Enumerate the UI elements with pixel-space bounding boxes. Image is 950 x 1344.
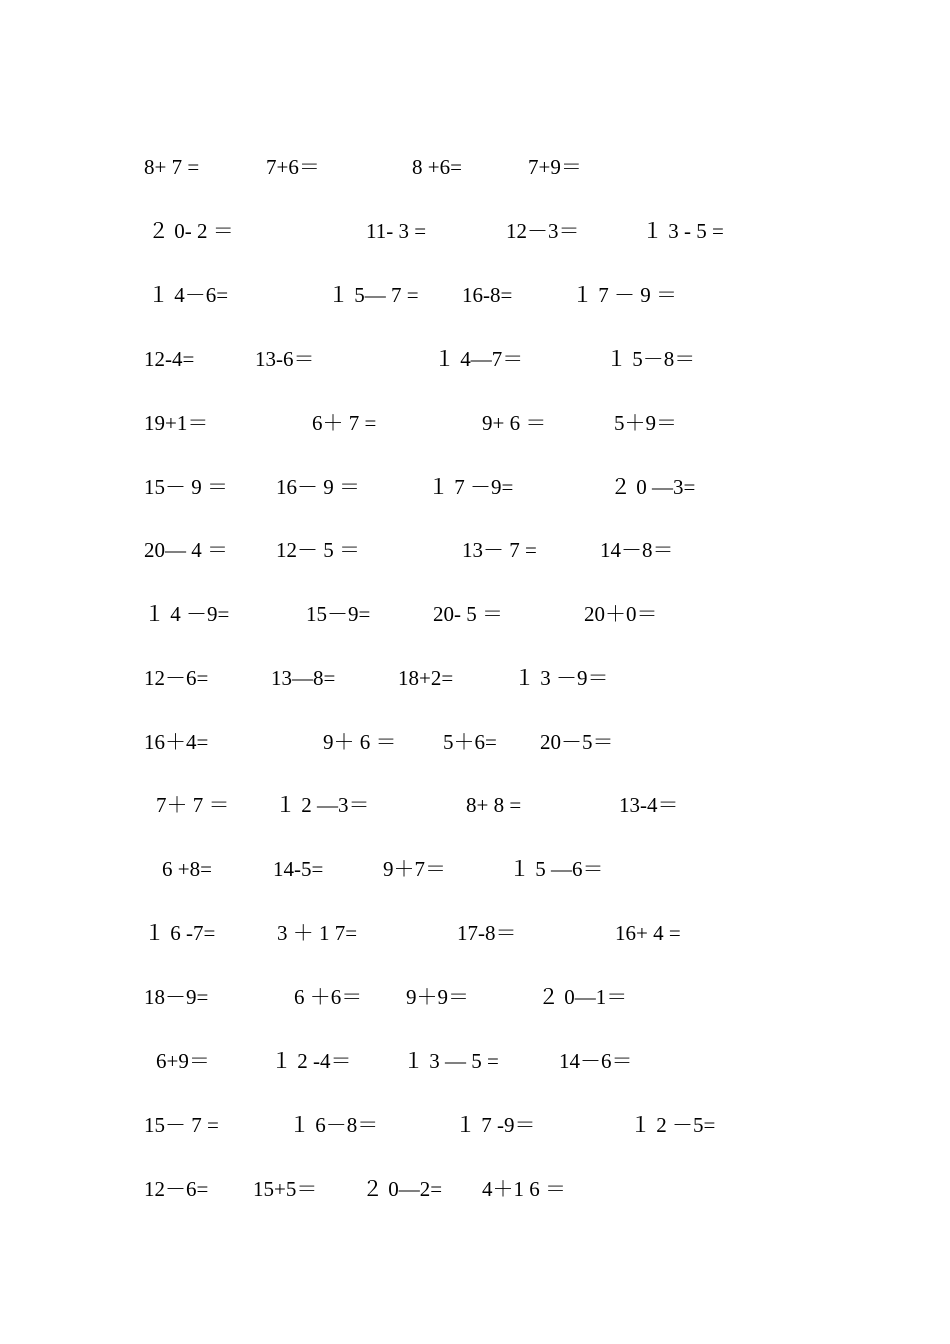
problem: 3 ＋ 1 7=	[277, 921, 358, 945]
problem: １ 3 — 5 =	[403, 1049, 499, 1073]
problem: ２ 0—2=	[362, 1177, 443, 1201]
problem: 4＋1 6 ＝	[482, 1177, 566, 1201]
problem: 5＋6=	[443, 730, 497, 754]
problem: １ 5— 7 =	[328, 283, 419, 307]
problem: 14－8＝	[600, 538, 674, 562]
problem-row	[0, 1110, 950, 1140]
problem-row	[0, 1174, 950, 1204]
problem: 20＋0＝	[584, 602, 658, 626]
problem: 13－ 7 =	[462, 538, 537, 562]
problem: 17-8＝	[457, 921, 517, 945]
problem: １ 5 —6＝	[509, 857, 604, 881]
problem: 6＋ 7 =	[312, 411, 377, 435]
problem: 9＋9＝	[406, 985, 469, 1009]
problem: 12-4=	[144, 347, 195, 371]
problem: 16＋4=	[144, 730, 209, 754]
problem: 20- 5 ＝	[433, 602, 503, 626]
problem: １ 4 －9=	[144, 602, 230, 626]
problem: 12－6=	[144, 666, 209, 690]
problem: 6+9＝	[156, 1049, 210, 1073]
problem: ２ 0—1＝	[538, 985, 628, 1009]
problem: １ 2 —3＝	[275, 793, 370, 817]
problem-row	[0, 408, 950, 438]
problem: １ 6 -7=	[144, 921, 216, 945]
problem: 9＋ 6 ＝	[323, 730, 397, 754]
problem: １ 3 －9＝	[514, 666, 609, 690]
problem: 15－9=	[306, 602, 371, 626]
problem: 8+ 8 =	[466, 793, 522, 817]
problem: 16-8=	[462, 283, 513, 307]
problem: 14－6＝	[559, 1049, 633, 1073]
problem: 8 +6=	[412, 155, 462, 179]
problem-row	[0, 854, 950, 884]
problem: １ 4－6=	[148, 283, 229, 307]
problem: １ 3 - 5 =	[642, 219, 724, 243]
problem: 6 ＋6＝	[294, 985, 363, 1009]
problem: １ 2 －5=	[630, 1113, 716, 1137]
problem-row	[0, 152, 950, 182]
problem: 5＋9＝	[614, 411, 677, 435]
problem: 16+ 4 =	[615, 921, 681, 945]
problem-row	[0, 982, 950, 1012]
problem: 15+5＝	[253, 1177, 318, 1201]
problem: 6 +8=	[162, 857, 212, 881]
problem: 7＋ 7 ＝	[156, 793, 230, 817]
problem: 20－5＝	[540, 730, 614, 754]
problem: １ 5－8＝	[606, 347, 696, 371]
problem: 7+6＝	[266, 155, 320, 179]
problem-row	[0, 472, 950, 502]
problem: 13-4＝	[619, 793, 679, 817]
problem: 15－ 9 ＝	[144, 475, 228, 499]
problem-row	[0, 918, 950, 948]
problem-row	[0, 280, 950, 310]
problem: 18－9=	[144, 985, 209, 1009]
problem: 14-5=	[273, 857, 324, 881]
problem: 20— 4 ＝	[144, 538, 228, 562]
problem: １ 7 -9＝	[455, 1113, 536, 1137]
problem: 9+ 6 ＝	[482, 411, 547, 435]
problem: １ 7 －9=	[428, 475, 514, 499]
problem-row	[0, 790, 950, 820]
problem: 7+9＝	[528, 155, 582, 179]
problem: 11- 3 =	[366, 219, 427, 243]
problem: 8+ 7 =	[144, 155, 200, 179]
problem: 15－ 7 =	[144, 1113, 219, 1137]
problem-row	[0, 216, 950, 246]
problem: 12－3＝	[506, 219, 580, 243]
problem: ２ 0- 2 ＝	[148, 219, 234, 243]
problem: 13—8=	[271, 666, 336, 690]
problem-row	[0, 599, 950, 629]
problem: 12－ 5 ＝	[276, 538, 360, 562]
problem: 13-6＝	[255, 347, 315, 371]
problem: 19+1＝	[144, 411, 209, 435]
problem: 12－6=	[144, 1177, 209, 1201]
problem: １ 6－8＝	[289, 1113, 379, 1137]
problem-row	[0, 663, 950, 693]
problem: ２ 0 —3=	[610, 475, 696, 499]
problem: 18+2=	[398, 666, 454, 690]
problem-row	[0, 535, 950, 565]
problem-row	[0, 344, 950, 374]
problem: １ 2 -4＝	[271, 1049, 352, 1073]
problem: 9＋7＝	[383, 857, 446, 881]
problem-row	[0, 727, 950, 757]
problem-row	[0, 1046, 950, 1076]
problem: １ 4—7＝	[434, 347, 524, 371]
problem: １ 7 － 9 ＝	[572, 283, 677, 307]
problem: 16－ 9 ＝	[276, 475, 360, 499]
